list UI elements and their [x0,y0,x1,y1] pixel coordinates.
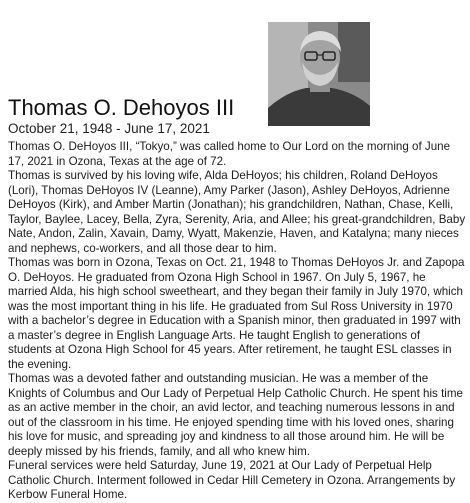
paragraph-passing: Thomas O. DeHoyos III, “Tokyo,” was called home to Our Lord on the morning of June 17, 2021 in Ozona, Texas at the age of 72. [8,140,451,168]
portrait-image [268,22,370,126]
paragraph-survivors: Thomas is survived by his loving wife, Alda DeHoyos; his children, Roland DeHoyos (Lori), Thomas DeHoyos IV (Leanne), Amy Parker (Jason), Ashley DeHoyos, Adrienne DeHoyos (Kirk), and Amber Martin (Jonathan); his grandchildren, Nathan, Chase, Kelli, Taylor, Baylee, Lacey, Bella, Zyra, Serenity, Aria, and Allee; his great-grandchildren, Baby Nate, Andon, Zalin, Xavain, Damy, Wyatt, Makenzie, Haven, and Katalyna; many nieces and nephews, co-workers, and all those dear to him. [8,169,466,255]
life-dates: October 21, 1948 - June 17, 2021 [8,121,210,136]
portrait-photo [268,22,370,126]
deceased-name: Thomas O. Dehoyos III [8,95,235,120]
obituary-body [8,140,466,503]
paragraph-biography: Thomas was born in Ozona, Texas on Oct. 21, 1948 to Thomas DeHoyos Jr. and Zapopa O. DeHoyos. He graduated from Ozona High School in 1967. On July 5, 1967, he married Alda, his high school sweetheart, and they began their family in July 1970, which was the most important thing in his life. He graduated from Sul Ross University in 1970 with a bachelor’s degree in Education with a Spanish minor, then graduated in 1997 with a master’s degree in English Language Arts. He taught English to generations of students at Ozona High School for 45 years. After retirement, he taught ESL classes in the evening. [8,256,465,371]
paragraph-character: Thomas was a devoted father and outstanding musician. He was a member of the Knights of Columbus and Our Lady of Perpetual Help Catholic Church. He spent his time as an active member in the choir, an avid lector, and teaching numerous lessons in and out of the classroom in his time. He enjoyed spending time with his loved ones, sharing his love for music, and spreading joy and kindness to all those around him. He will be deeply missed by his friends, family, and all who knew him. [8,372,463,458]
paragraph-services: Funeral services were held Saturday, June 19, 2021 at Our Lady of Perpetual Help Catholic Church. Interment followed in Cedar Hill Cemetery in Ozona. Arrangements by Kerbow Funeral Home. [8,459,456,501]
